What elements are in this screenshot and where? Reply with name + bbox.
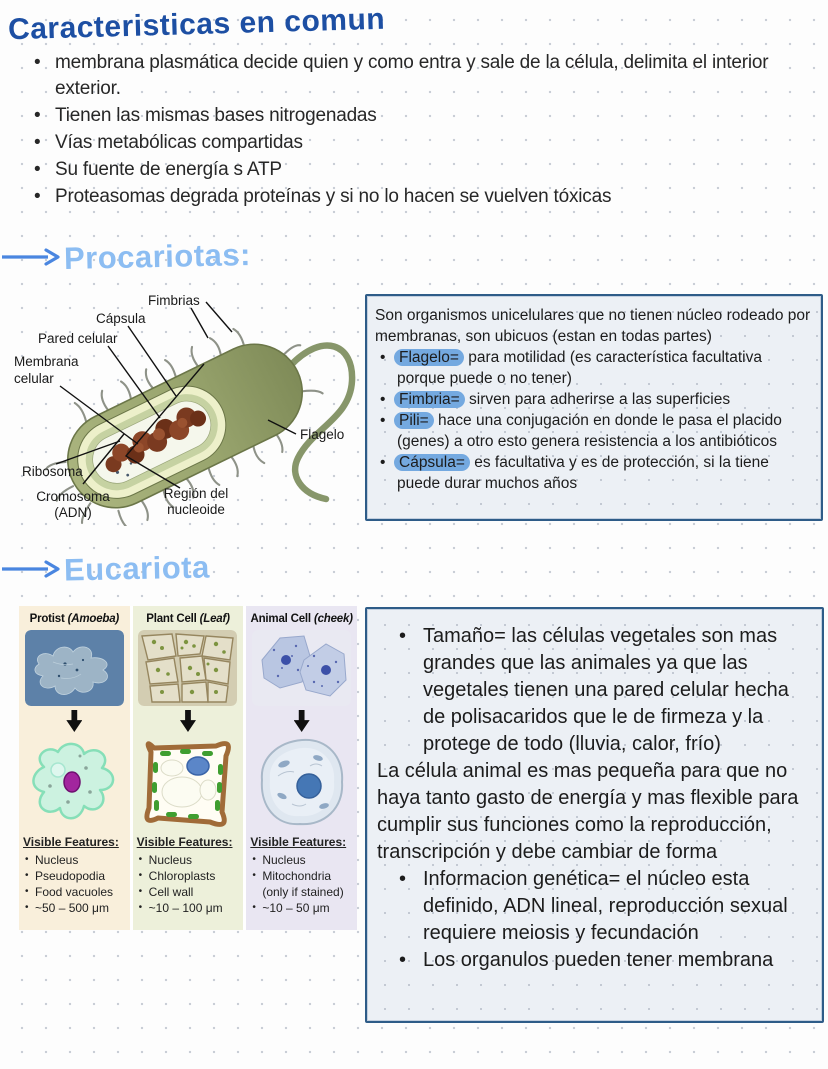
label-cromosoma: Cromosoma xyxy=(36,489,110,504)
protist-micrograph xyxy=(25,630,124,706)
column-subtitle: (Amoeba) xyxy=(67,613,120,625)
section-heading-label: Eucariota xyxy=(63,549,211,588)
section-heading-eukaryotes xyxy=(2,551,210,587)
list-item: • Cápsula= es facultativa y es de protección, si la tiene puede durar muchos años xyxy=(375,452,813,494)
feature-item: • Pseudopodia xyxy=(23,868,126,884)
feature-item: • Chloroplasts xyxy=(137,868,240,884)
label-capsula: Cápsula xyxy=(96,311,146,326)
eukaryote-comparison-figure xyxy=(19,606,357,930)
note-paragraph: • Los organulos pueden tener membrana xyxy=(377,947,812,974)
feature-item: • ~50 – 500 μm xyxy=(23,900,126,916)
feature-item: • Mitochondria xyxy=(250,868,353,884)
label-pared-celular: Pared celular xyxy=(38,331,118,346)
list-item: • Proteasomas degrada proteínas y si no lo hacen se vuelven tóxicas xyxy=(14,184,820,210)
page-title: Caracteristicas en comun xyxy=(7,2,386,47)
plant-micrograph xyxy=(138,630,237,706)
column-title: Animal Cell xyxy=(250,613,311,625)
plant-cell-illustration xyxy=(138,734,238,830)
flagellum-shape xyxy=(290,346,352,499)
note-paragraph: La célula animal es mas pequeña para que no haya tanto gasto de energía y mas flexible para cumplir sus funciones como la reproducción, transcripción y debe cambiar de forma xyxy=(377,760,799,863)
label-membrana-celular: Membrana xyxy=(14,354,79,369)
features-heading: Visible Features: xyxy=(23,835,119,849)
feature-item: • ~10 – 100 μm xyxy=(137,900,240,916)
label-ribosoma: Ribosoma xyxy=(22,464,83,479)
svg-text:(ADN): (ADN) xyxy=(54,505,92,520)
svg-text:celular: celular xyxy=(14,371,54,386)
figure-column-animal xyxy=(246,606,357,930)
feature-item: • ~10 – 50 μm xyxy=(250,900,353,916)
column-subtitle: (Leaf) xyxy=(199,613,230,625)
arrow-down-icon xyxy=(294,710,310,732)
arrow-down-icon xyxy=(180,710,196,732)
long-arrow-right-icon xyxy=(2,247,60,267)
animal-micrograph xyxy=(252,630,351,706)
column-title: Protist xyxy=(29,613,65,625)
label-flagelo: Flagelo xyxy=(300,427,345,442)
features-heading: Visible Features: xyxy=(250,835,347,849)
note-paragraph: • Tamaño= las células vegetales son mas grandes que las animales ya que las vegetales tienen una pared celular hecha de polisacaridos que le de firmeza y la protege de todo (lluvia, calor, frío) xyxy=(377,623,812,758)
eukaryote-note-box xyxy=(365,607,824,1023)
list-item: • Su fuente de energía s ATP xyxy=(14,157,820,183)
arrow-down-icon xyxy=(66,710,82,732)
label-region-nucleoide: Región del xyxy=(163,486,229,501)
section-heading-prokaryotes xyxy=(2,239,251,275)
list-item: • Vías metabólicas compartidas xyxy=(14,130,820,156)
features-block xyxy=(23,834,126,916)
features-heading: Visible Features: xyxy=(136,835,233,849)
feature-item: • Food vacuoles xyxy=(23,884,126,900)
prokaryote-cell-diagram xyxy=(8,286,364,526)
column-subtitle: (cheek) xyxy=(313,613,353,625)
features-block xyxy=(250,834,353,916)
common-characteristics-list xyxy=(14,50,820,211)
list-item: • Fimbria= sirven para adherirse a las superficies xyxy=(375,389,813,410)
prokaryote-note-box xyxy=(365,294,823,521)
feature-note: (only if stained) xyxy=(262,885,344,899)
feature-item: • Cell wall xyxy=(137,884,240,900)
section-heading-label: Procariotas: xyxy=(63,237,252,276)
list-item: • Flagelo= para motilidad (es característica facultativa porque puede o no tener) xyxy=(375,347,813,389)
note-paragraph: • Informacion genética= el núcleo esta definido, ADN lineal, reproducción sexual requiere meiosis y fecundación xyxy=(377,866,812,947)
feature-item: • Nucleus xyxy=(250,852,353,868)
list-item: • membrana plasmática decide quien y como entra y sale de la célula, delimita el interior exterior. xyxy=(14,50,820,102)
feature-item: • Nucleus xyxy=(23,852,126,868)
highlighted-term: Flagelo= xyxy=(394,349,464,366)
list-item: • Pili= hace una conjugación en donde le pasa el placido (genes) a otro esto genera resistencia a los antibióticos xyxy=(375,410,813,452)
features-block xyxy=(137,834,240,916)
prokaryote-intro: Son organismos unicelulares que no tienen núcleo rodeado por membranas, son ubicuos (estan en todas partes) xyxy=(375,307,811,345)
highlighted-term: Pili= xyxy=(394,412,434,429)
figure-column-protist xyxy=(19,606,130,930)
long-arrow-right-icon xyxy=(2,559,60,579)
figure-column-plant xyxy=(133,606,244,930)
feature-item: • Nucleus xyxy=(137,852,240,868)
list-item: • Tienen las mismas bases nitrogenadas xyxy=(14,103,820,129)
svg-text:nucleoide: nucleoide xyxy=(167,502,225,517)
label-fimbrias: Fimbrias xyxy=(148,293,200,308)
highlighted-term: Fimbria= xyxy=(394,391,465,408)
animal-cell-illustration xyxy=(252,734,352,830)
amoeba-illustration xyxy=(24,734,124,830)
column-title: Plant Cell xyxy=(146,613,197,625)
highlighted-term: Cápsula= xyxy=(394,454,470,471)
